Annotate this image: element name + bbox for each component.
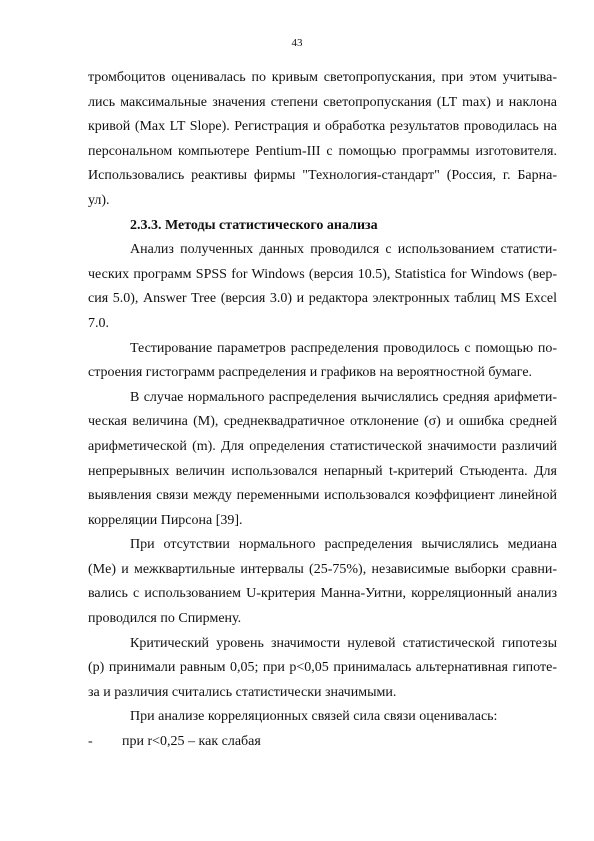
text-line: Использовались реактивы фирмы "Технология-стандарт" (Россия, г. Барна- — [88, 168, 557, 184]
text-line: арифметической (m). Для определения статистической значимости различий — [88, 438, 557, 454]
text-line: за и различия считались статистически значимыми. — [88, 684, 397, 700]
bullet-dash: - — [88, 734, 93, 750]
text-line: (Me) и межквартильные интервалы (25-75%), независимые выборки сравни- — [88, 561, 557, 577]
section-heading: 2.3.3. Методы статистического анализа — [130, 217, 378, 233]
text-line: лись максимальные значения степени светопропускания (LT max) и наклона — [88, 94, 557, 110]
text-line: ул). — [88, 192, 110, 208]
text-line: (p) принимали равным 0,05; при p<0,05 принималась альтернативная гипоте- — [88, 660, 557, 676]
text-line: При отсутствии нормального распределения вычислялись медиана — [130, 537, 557, 553]
document-body — [88, 66, 557, 755]
list-item-text: при r<0,25 – как слабая — [122, 734, 261, 750]
text-line: кривой (Max LT Slope). Регистрация и обработка результатов проводилась на — [88, 119, 557, 135]
text-line: непрерывных величин использовался непарный t-критерий Стьюдента. Для — [88, 463, 557, 479]
text-line: корреляции Пирсона [39]. — [88, 512, 243, 528]
text-line: ческая величина (M), среднеквадратичное отклонение (σ) и ошибка средней — [88, 414, 557, 430]
text-line: строения гистограмм распределения и графиков на вероятностной бумаге. — [88, 365, 533, 381]
text-line: сия 5.0), Answer Tree (версия 3.0) и редактора электронных таблиц MS Excel — [88, 291, 557, 307]
text-line: При анализе корреляционных связей сила связи оценивалась: — [130, 709, 498, 725]
text-line: тромбоцитов оценивалась по кривым светопропускания, при этом учитыва- — [88, 70, 557, 85]
list-item — [88, 730, 557, 755]
text-line: Анализ полученных данных проводился с использованием статисти- — [130, 242, 557, 258]
text-line: выявления связи между переменными использовался коэффициент линейной — [88, 488, 557, 504]
text-line: вались с использованием U-критерия Манна-Уитни, корреляционный анализ — [88, 586, 557, 602]
text-line: В случае нормального распределения вычислялись средняя арифмети- — [130, 389, 557, 405]
text-line: 7.0. — [88, 315, 109, 331]
page-number: 43 — [291, 37, 303, 49]
text-line: ческих программ SPSS for Windows (версия 10.5), Statistica for Windows (вер- — [88, 266, 557, 282]
text-line: проводился по Спирмену. — [88, 611, 242, 627]
text-line: Критический уровень значимости нулевой статистической гипотезы — [130, 635, 557, 651]
text-line: персональном компьютере Pentium-III с помощью программы изготовителя. — [88, 143, 557, 159]
text-line: Тестирование параметров распределения проводилось с помощью по- — [130, 340, 557, 356]
